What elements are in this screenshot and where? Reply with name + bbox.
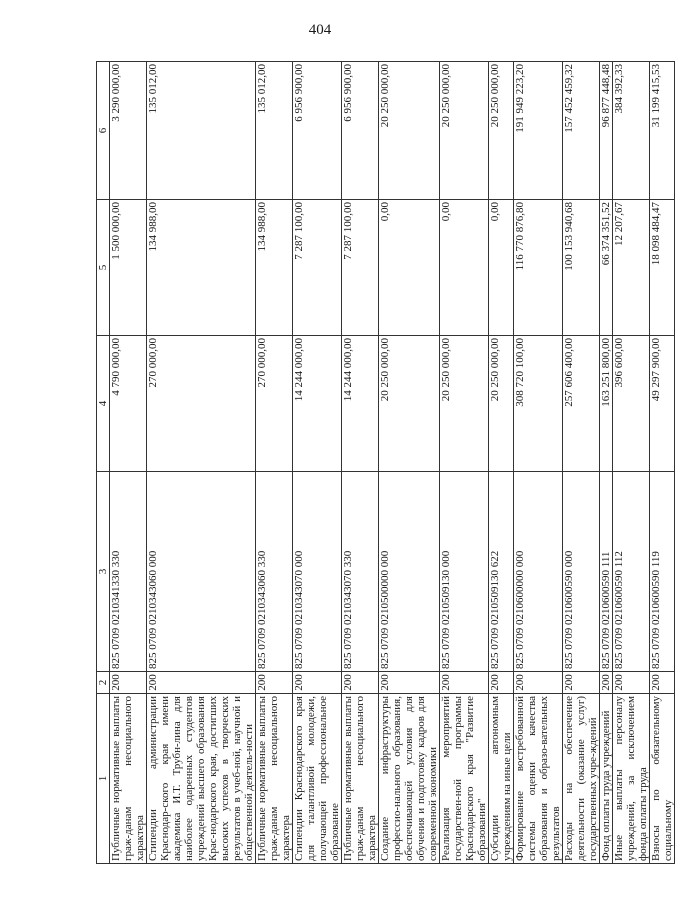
row-code: 825 0709 0210600000 000 xyxy=(514,472,563,672)
row-code: 825 0709 0210509130 000 xyxy=(440,472,489,672)
row-amount-executed: 7 287 100,00 xyxy=(342,200,379,336)
row-name: Субсидии автономным учреждениям на иные цели xyxy=(489,694,514,864)
row-name: Иные выплаты персоналу учреждений, за исключением фонда оплаты труда xyxy=(613,694,650,864)
row-name: Расходы на обеспечение деятельности (оказание услуг) государственных учре-ждений xyxy=(563,694,600,864)
table-row xyxy=(110,62,147,864)
row-amount-plan: 163 251 800,00 xyxy=(600,336,613,472)
page-number: 404 xyxy=(308,22,332,38)
row-amount-plan: 14 244 000,00 xyxy=(293,336,342,472)
row-amount-plan: 20 250 000,00 xyxy=(440,336,489,472)
table-header-row xyxy=(97,62,110,864)
row-amount-plan: 270 000,00 xyxy=(147,336,256,472)
row-amount-executed: 100 153 940,68 xyxy=(563,200,600,336)
table-row xyxy=(342,62,379,864)
row-vr: 200 xyxy=(514,672,563,694)
row-name: Взносы по обязательному социальному xyxy=(650,694,675,864)
row-amount-remaining: 20 250 000,00 xyxy=(489,62,514,200)
row-code: 825 0709 0210343070 330 xyxy=(342,472,379,672)
row-code: 825 0709 0210500000 000 xyxy=(379,472,440,672)
row-code: 825 0709 0210509130 622 xyxy=(489,472,514,672)
row-name: Стипендии Краснодарского края для талантливой молодежи, получающей профессиональное образование xyxy=(293,694,342,864)
row-amount-remaining: 96 877 448,48 xyxy=(600,62,613,200)
row-code: 825 0709 0210341330 330 xyxy=(110,472,147,672)
table-row xyxy=(650,62,675,864)
rotated-table-frame xyxy=(96,62,674,864)
rotated-table-container xyxy=(96,62,674,864)
table-row xyxy=(379,62,440,864)
row-amount-remaining: 20 250 000,00 xyxy=(379,62,440,200)
table-row xyxy=(613,62,650,864)
row-amount-remaining: 135 012,00 xyxy=(256,62,293,200)
column-header: 4 xyxy=(97,336,110,472)
row-amount-remaining: 31 199 415,53 xyxy=(650,62,675,200)
row-amount-executed: 18 098 484,47 xyxy=(650,200,675,336)
row-vr: 200 xyxy=(613,672,650,694)
row-amount-remaining: 191 949 223,20 xyxy=(514,62,563,200)
row-vr: 200 xyxy=(110,672,147,694)
row-vr: 200 xyxy=(650,672,675,694)
row-name: Фонд оплаты труда учреждений xyxy=(600,694,613,864)
row-name: Публичные нормативные выплаты граж-данам несоциального характера xyxy=(342,694,379,864)
row-amount-executed: 66 374 351,52 xyxy=(600,200,613,336)
row-code: 825 0709 0210343060 000 xyxy=(147,472,256,672)
row-amount-executed: 134 988,00 xyxy=(147,200,256,336)
row-amount-plan: 308 720 100,00 xyxy=(514,336,563,472)
row-code: 825 0709 0210343070 000 xyxy=(293,472,342,672)
row-amount-executed: 116 770 876,80 xyxy=(514,200,563,336)
row-amount-plan: 4 790 000,00 xyxy=(110,336,147,472)
row-amount-remaining: 3 290 000,00 xyxy=(110,62,147,200)
row-vr: 200 xyxy=(342,672,379,694)
row-amount-executed: 134 988,00 xyxy=(256,200,293,336)
row-code: 825 0709 0210600590 000 xyxy=(563,472,600,672)
row-vr: 200 xyxy=(293,672,342,694)
row-vr: 200 xyxy=(440,672,489,694)
table-row xyxy=(256,62,293,864)
row-amount-plan: 20 250 000,00 xyxy=(379,336,440,472)
table-row xyxy=(600,62,613,864)
row-vr: 200 xyxy=(600,672,613,694)
row-amount-remaining: 384 392,33 xyxy=(613,62,650,200)
row-amount-executed: 1 500 000,00 xyxy=(110,200,147,336)
row-vr: 200 xyxy=(489,672,514,694)
row-amount-plan: 49 297 900,00 xyxy=(650,336,675,472)
row-amount-executed: 12 207,67 xyxy=(613,200,650,336)
row-amount-plan: 257 606 400,00 xyxy=(563,336,600,472)
row-amount-executed: 7 287 100,00 xyxy=(293,200,342,336)
table-row xyxy=(563,62,600,864)
column-header: 3 xyxy=(97,472,110,672)
row-code: 825 0709 0210600590 111 xyxy=(600,472,613,672)
row-name: Стипендии администрации Краснодар-ского края имени академика И.Т. Трубн-лина для наиболее одаренных студентов учреждений высшего образования Крас-нодарского края, достигших высоких успехов в творческих результатов в учеб-ной, научной и общественной деятель-ности xyxy=(147,694,256,864)
row-amount-remaining: 135 012,00 xyxy=(147,62,256,200)
row-amount-plan: 14 244 000,00 xyxy=(342,336,379,472)
row-name: Реализация мероприятий государствен-ной программы Краснодарского края "Развитие образования" xyxy=(440,694,489,864)
row-amount-remaining: 157 452 459,32 xyxy=(563,62,600,200)
row-amount-plan: 270 000,00 xyxy=(256,336,293,472)
row-vr: 200 xyxy=(379,672,440,694)
row-amount-plan: 20 250 000,00 xyxy=(489,336,514,472)
column-header: 2 xyxy=(97,672,110,694)
budget-table xyxy=(96,61,675,864)
table-row xyxy=(293,62,342,864)
row-amount-remaining: 20 250 000,00 xyxy=(440,62,489,200)
column-header: 1 xyxy=(97,694,110,864)
table-row xyxy=(147,62,256,864)
row-vr: 200 xyxy=(256,672,293,694)
row-name: Формирование востребованной системы оценки качества образования и образо-вательных результатов xyxy=(514,694,563,864)
row-code: 825 0709 0210600590 119 xyxy=(650,472,675,672)
column-header: 5 xyxy=(97,200,110,336)
row-vr: 200 xyxy=(147,672,256,694)
row-amount-plan: 396 600,00 xyxy=(613,336,650,472)
row-amount-executed: 0,00 xyxy=(440,200,489,336)
row-code: 825 0709 0210343060 330 xyxy=(256,472,293,672)
row-code: 825 0709 0210600590 112 xyxy=(613,472,650,672)
row-amount-executed: 0,00 xyxy=(379,200,440,336)
row-name: Публичные нормативные выплаты граж-данам несоциального характера xyxy=(110,694,147,864)
row-amount-executed: 0,00 xyxy=(489,200,514,336)
column-header: 6 xyxy=(97,62,110,200)
row-vr: 200 xyxy=(563,672,600,694)
row-name: Публичные нормативные выплаты граж-данам несоциального характера xyxy=(256,694,293,864)
row-amount-remaining: 6 956 900,00 xyxy=(342,62,379,200)
table-row xyxy=(514,62,563,864)
row-amount-remaining: 6 956 900,00 xyxy=(293,62,342,200)
row-name: Создание инфраструктуры профессио-нального образования, обеспечивающей условия для обучения и подготовку кадров для современной экономики xyxy=(379,694,440,864)
table-row xyxy=(440,62,489,864)
table-row xyxy=(489,62,514,864)
